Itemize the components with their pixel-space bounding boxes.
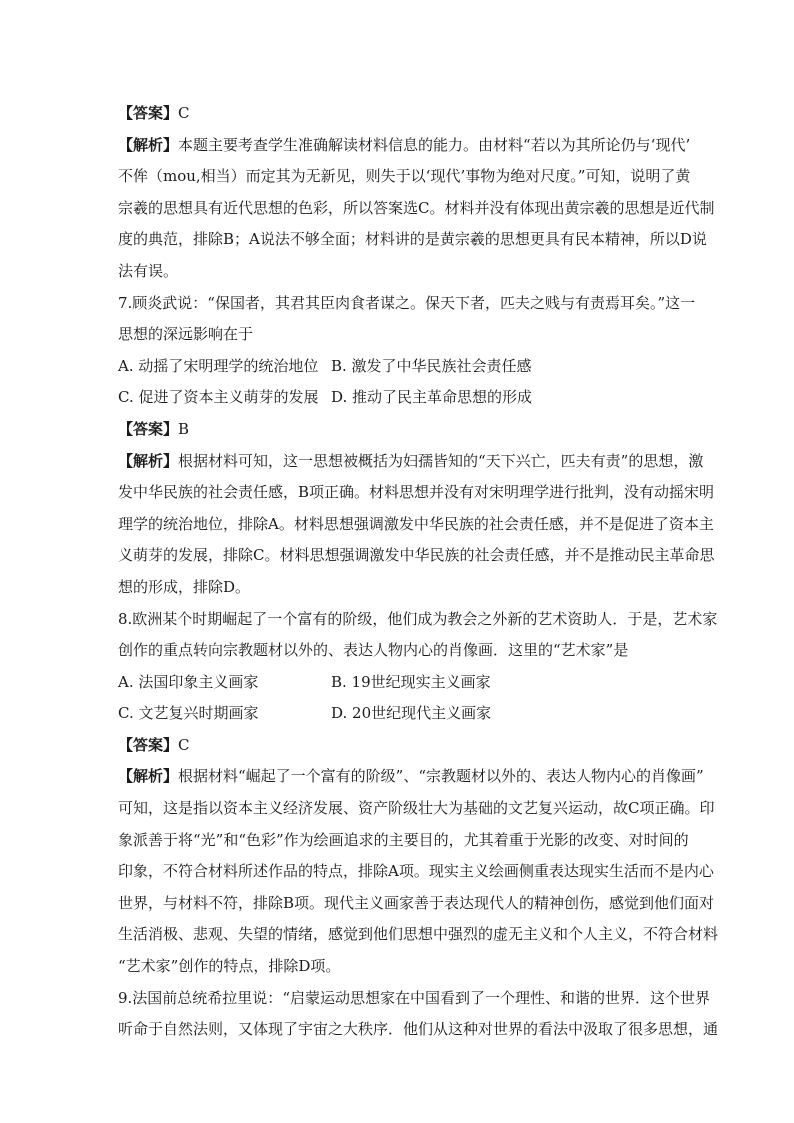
- analysis-line: [118, 919, 719, 951]
- question-text: 创作的重点转向宗教题材以外的、表达人物内心的肖像画．这里的“艺术家”是: [118, 641, 629, 660]
- analysis-line: [118, 888, 715, 920]
- option-item: C. 促进了资本主义萌芽的发展: [118, 388, 319, 407]
- option-item: A. 法国印象主义画家: [118, 672, 259, 691]
- analysis-text: 根据材料“崛起了一个富有的阶级”、“宗教题材以外的、表达人物内心的肖像画”: [178, 767, 704, 786]
- analysis-line: [118, 161, 691, 193]
- question-text: 思想的深远影响在于: [118, 325, 254, 344]
- analysis-line: [118, 793, 715, 825]
- analysis-line: [118, 825, 689, 857]
- document-content: [118, 98, 719, 1046]
- analysis-label: 【解析】: [118, 451, 179, 470]
- option-item: C. 文艺复兴时期画家: [118, 704, 259, 723]
- analysis-line: [118, 856, 714, 888]
- analysis-line: [118, 509, 714, 541]
- analysis-line: [118, 224, 707, 256]
- analysis-text: 不侔（mou,相当）而定其为无新见，则失于以‘现代’事物为绝对尺度。”可知，说明了黄: [118, 167, 691, 186]
- analysis-line: [118, 540, 715, 572]
- analysis-label: 【解析】: [118, 135, 179, 154]
- options-row: [118, 667, 683, 699]
- analysis-text: 象派善于将“光”和“色彩”作为绘画追求的主要目的，尤其着重于光影的改变、对时间的: [118, 830, 689, 849]
- analysis-text: 生活消极、悲观、失望的情绪，感觉到他们思想中强烈的虚无主义和个人主义，不符合材料: [118, 925, 719, 944]
- question-text: 9.法国前总统希拉里说：“启蒙运动思想家在中国看到了一个理性、和谐的世界．这个世界: [118, 988, 710, 1007]
- analysis-text: “艺术家”创作的特点，排除D项。: [118, 957, 341, 976]
- option-item: B. 19世纪现实主义画家: [331, 672, 491, 691]
- answer-line: [118, 414, 683, 446]
- analysis-text: 法有误。: [118, 261, 179, 280]
- answer-value: C: [178, 735, 190, 754]
- analysis-text: 想的形成，排除D。: [118, 577, 251, 596]
- analysis-line: [118, 477, 715, 509]
- analysis-text: 根据材料可知，这一思想被概括为妇孺皆知的“天下兴亡，匹夫有责”的思想，激: [178, 451, 704, 470]
- analysis-line: [118, 572, 683, 604]
- analysis-text: 发中华民族的社会责任感，B项正确。材料思想并没有对宋明理学进行批判，没有动摇宋明: [118, 483, 715, 502]
- analysis-line: [118, 256, 683, 288]
- analysis-line: [118, 951, 683, 983]
- analysis-line: [118, 761, 704, 793]
- analysis-line: [118, 193, 715, 225]
- answer-label: 【答案】: [118, 419, 179, 438]
- question-text: 7.顾炎武说：“保国者，其君其臣肉食者谋之。保天下者，匹夫之贱与有责焉耳矣。”这一: [118, 293, 696, 312]
- question-text: 8.欧洲某个时期崛起了一个富有的阶级，他们成为教会之外新的艺术资助人．于是，艺术家: [118, 609, 718, 628]
- option-item: D. 20世纪现代主义画家: [331, 704, 492, 723]
- analysis-line: [118, 446, 704, 478]
- option-item: D. 推动了民主革命思想的形成: [331, 388, 533, 407]
- analysis-text: 宗羲的思想具有近代思想的色彩，所以答案选C。材料并没有体现出黄宗羲的思想是近代制: [118, 198, 715, 217]
- analysis-text: 世界，与材料不符，排除B项。现代主义画家善于表达现代人的精神创伤，感觉到他们面对: [118, 893, 715, 912]
- answer-line: [118, 98, 683, 130]
- option-item: A. 动摇了宋明理学的统治地位: [118, 356, 319, 375]
- answer-line: [118, 730, 683, 762]
- analysis-text: 义萌芽的发展，排除C。材料思想强调激发中华民族的社会责任感，并不是推动民主革命思: [118, 546, 715, 565]
- options-row: [118, 698, 683, 730]
- answer-label: 【答案】: [118, 104, 179, 122]
- analysis-text: 度的典范，排除B；A说法不够全面；材料讲的是黄宗羲的思想更具有民本精神，所以D说: [118, 230, 707, 249]
- options-row: [118, 351, 683, 383]
- option-item: B. 激发了中华民族社会责任感: [331, 356, 532, 375]
- analysis-text: 本题主要考查学生准确解读材料信息的能力。由材料“若以为其所论仍与‘现代’: [178, 135, 691, 154]
- analysis-text: 理学的统治地位，排除A。材料思想强调激发中华民族的社会责任感，并不是促进了资本主: [118, 514, 714, 533]
- answer-value: C: [178, 104, 190, 122]
- analysis-line: [118, 130, 691, 162]
- analysis-label: 【解析】: [118, 767, 179, 786]
- analysis-text: 印象，不符合材料所述作品的特点，排除A项。现实主义绘画侧重表达现实生活而不是内心: [118, 862, 714, 881]
- answer-label: 【答案】: [118, 735, 179, 754]
- analysis-text: 可知，这是指以资本主义经济发展、资产阶级壮大为基础的文艺复兴运动，故C项正确。印: [118, 799, 715, 818]
- options-row: [118, 382, 683, 414]
- answer-value: B: [178, 419, 190, 438]
- question-text: 听命于自然法则，又体现了宇宙之大秩序．他们从这种对世界的看法中汲取了很多思想，通: [118, 1020, 719, 1039]
